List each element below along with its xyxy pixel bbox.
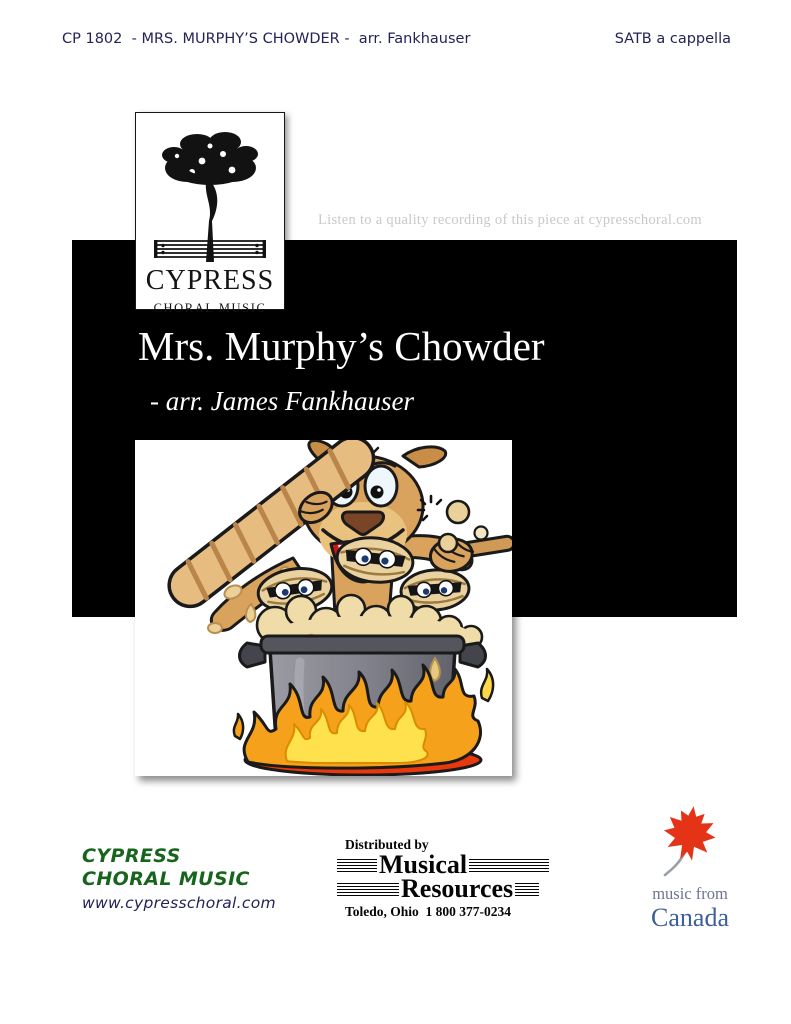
cover-art-box [135,440,512,776]
maple-leaf-icon [655,804,725,878]
listen-note-text: Listen to a quality recording of this piece at cypresschoral.com [318,212,702,228]
logo-publisher-name: CYPRESS [145,265,275,296]
origin-block [642,804,738,931]
staff-lines-icon [337,859,377,872]
header-catalog-text: CP 1802 - MRS. MURPHY’S CHOWDER - arr. Fankhauser [62,31,471,47]
distributor-block [337,837,549,920]
footer-publisher-name: CYPRESS [82,845,181,867]
origin-tagline: music from [652,884,728,903]
arranger-credit: - arr. James Fankhauser [150,386,414,416]
cypress-tree-icon [140,125,280,267]
distributor-intro: Distributed by [345,837,429,852]
distributor-contact: Toledo, Ohio 1 800 377-0234 [345,904,512,919]
staff-lines-icon [469,859,549,872]
dog-chowder-illustration [135,440,512,776]
staff-lines-icon [337,883,399,896]
staff-lines-icon [515,883,539,896]
piece-title: Mrs. Murphy’s Chowder [138,323,545,369]
distributor-name-row-2 [337,874,549,903]
publisher-website-text: www.cypresschoral.com [82,894,276,913]
logo-publisher-subname: CHORAL MUSIC [153,301,267,315]
distributor-name-resources: Resources [401,874,514,903]
header-voicing-text: SATB a cappella [614,31,731,47]
distributor-name-musical: Musical [379,850,468,879]
publisher-logo-box [135,112,285,315]
header [62,31,731,47]
origin-country: Canada [651,903,729,932]
footer-publisher-block [82,845,276,912]
footer-publisher-subname: CHORAL MUSIC [82,868,250,891]
